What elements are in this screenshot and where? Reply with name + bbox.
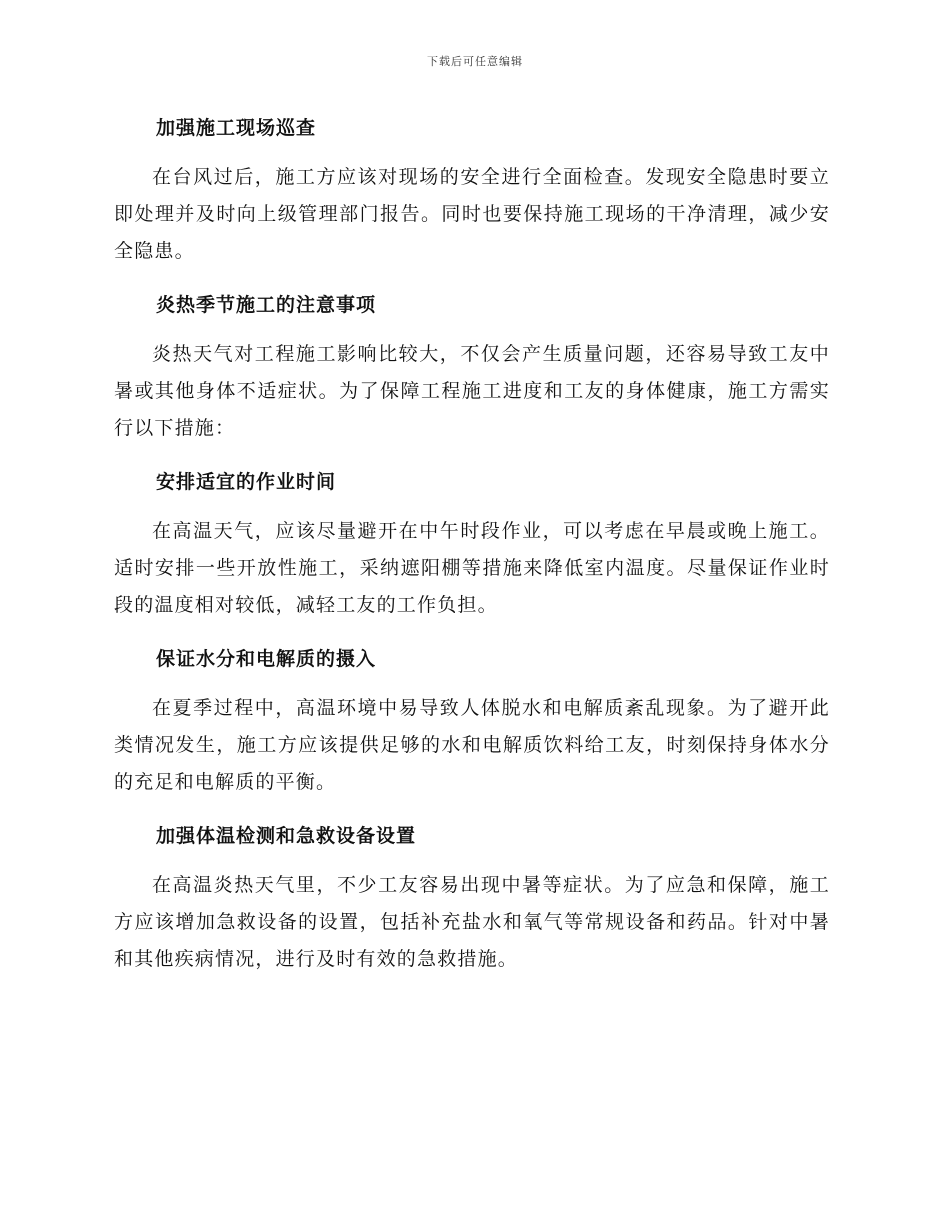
document-content bbox=[114, 109, 830, 994]
page-header-note: 下载后可任意编辑 bbox=[427, 55, 523, 68]
section bbox=[114, 286, 830, 447]
section-paragraph: 炎热天气对工程施工影响比较大，不仅会产生质量问题，还容易导致工友中暑或其他身体不适症状。为了保障工程施工进度和工友的身体健康，施工方需实行以下措施： bbox=[114, 343, 830, 439]
section-heading: 加强施工现场巡查 bbox=[156, 117, 317, 139]
section bbox=[114, 109, 830, 270]
section-paragraph: 在高温炎热天气里，不少工友容易出现中暑等症状。为了应急和保障，施工方应该增加急救设备的设置，包括补充盐水和氧气等常规设备和药品。针对中暑和其他疾病情况，进行及时有效的急救措施。 bbox=[114, 874, 830, 970]
section-heading: 炎热季节施工的注意事项 bbox=[156, 294, 377, 316]
section-paragraph: 在高温天气，应该尽量避开在中午时段作业，可以考虑在早晨或晚上施工。适时安排一些开放性施工，采纳遮阳棚等措施来降低室内温度。尽量保证作业时段的温度相对较低，减轻工友的工作负担。 bbox=[114, 520, 830, 616]
section bbox=[114, 463, 830, 624]
section-heading: 安排适宜的作业时间 bbox=[156, 471, 337, 493]
section-paragraph: 在台风过后，施工方应该对现场的安全进行全面检查。发现安全隐患时要立即处理并及时向上级管理部门报告。同时也要保持施工现场的干净清理，减少安全隐患。 bbox=[114, 166, 830, 262]
section-heading: 加强体温检测和急救设备设置 bbox=[156, 825, 417, 847]
section-paragraph: 在夏季过程中，高温环境中易导致人体脱水和电解质紊乱现象。为了避开此类情况发生，施工方应该提供足够的水和电解质饮料给工友，时刻保持身体水分的充足和电解质的平衡。 bbox=[114, 697, 830, 793]
section-heading: 保证水分和电解质的摄入 bbox=[156, 648, 377, 670]
section bbox=[114, 817, 830, 978]
section bbox=[114, 640, 830, 801]
